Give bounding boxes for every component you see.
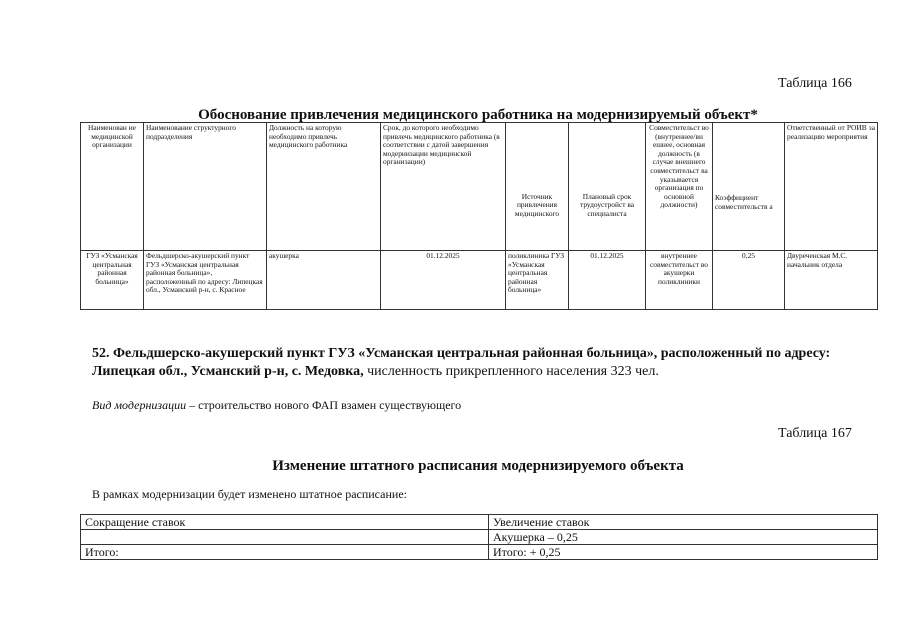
header-planned-date-text: Плановый срок трудоустройст ва специалиста bbox=[580, 191, 634, 218]
cell-source: поликлиника ГУЗ «Усманская центральная районная больница» bbox=[506, 251, 569, 310]
cell-organization: ГУЗ «Усманская центральная районная больница» bbox=[81, 251, 144, 310]
staffing-table bbox=[80, 514, 878, 560]
cell-planned-date: 01.12.2025 bbox=[569, 251, 646, 310]
header-planned-date bbox=[569, 123, 646, 251]
table-166-number: Таблица 166 bbox=[778, 76, 852, 91]
header-combination: Совместительст во (внутреннее/вн ешнее, основная должность (в случае внешнего совместительст ва указывается организация по основной должности) bbox=[646, 123, 713, 251]
header-organization: Наименован ие медицинской организации bbox=[81, 123, 144, 251]
cell-combination: внутреннее совместительст во акушерки поликлиники bbox=[646, 251, 713, 310]
section-52-heading bbox=[92, 345, 862, 381]
section-52-heading-bold: 52. Фельдшерско-акушерский пункт ГУЗ «Усманская центральная районная больница», расположенный по адресу: Липецкая обл., Усманский р-н, с. Медовка, bbox=[92, 346, 831, 379]
section-52-heading-rest: численность прикрепленного населения 323 чел. bbox=[363, 364, 659, 379]
table-167-number: Таблица 167 bbox=[778, 426, 852, 441]
header-deadline: Срок, до которого необходимо привлечь медицинского работника (в соответствии с датой завершения модернизации медицинской организации) bbox=[381, 123, 506, 251]
cell-responsible: Двуреченская М.С. начальник отдела bbox=[785, 251, 878, 310]
staffing-total-row bbox=[81, 545, 878, 560]
table-166-title: Обоснование привлечения медицинского работника на модернизируемый объект* bbox=[198, 107, 758, 123]
table-header-row bbox=[81, 123, 878, 251]
modernization-type-label: Вид модернизации bbox=[92, 398, 187, 412]
cell-department: Фельдшерско-акушерский пункт ГУЗ «Усманская центральная районная больница», расположенный по адресу: Липецкая обл., Усманский р-н, с. Красное bbox=[144, 251, 267, 310]
staffing-intro: В рамках модернизации будет изменено штатное расписание: bbox=[92, 487, 407, 501]
cell-coefficient: 0,25 bbox=[713, 251, 785, 310]
cell-position: акушерка bbox=[267, 251, 381, 310]
table-row bbox=[81, 251, 878, 310]
table-row bbox=[81, 530, 878, 545]
table-167-title: Изменение штатного расписания модернизируемого объекта bbox=[272, 458, 684, 474]
header-source-text: Источник привлечения медицинского bbox=[514, 191, 560, 218]
header-coefficient bbox=[713, 123, 785, 251]
justification-table bbox=[80, 122, 878, 310]
cell-reduce bbox=[81, 530, 489, 545]
cell-deadline: 01.12.2025 bbox=[381, 251, 506, 310]
header-reduce: Сокращение ставок bbox=[81, 515, 489, 530]
staffing-header-row bbox=[81, 515, 878, 530]
header-source bbox=[506, 123, 569, 251]
total-increase: Итого: + 0,25 bbox=[489, 545, 878, 560]
header-increase: Увеличение ставок bbox=[489, 515, 878, 530]
modernization-type-line bbox=[92, 398, 461, 413]
header-coefficient-text: Коэффициент совместительств а bbox=[715, 192, 773, 211]
header-responsible: Ответственный от РОИВ за реализацию мероприятия bbox=[785, 123, 878, 251]
total-reduce: Итого: bbox=[81, 545, 489, 560]
modernization-type-value: – строительство нового ФАП взамен существующего bbox=[186, 398, 462, 412]
header-position: Должность на которую необходимо привлечь медицинского работника bbox=[267, 123, 381, 251]
cell-increase: Акушерка – 0,25 bbox=[489, 530, 878, 545]
header-department: Наименование структурного подразделения bbox=[144, 123, 267, 251]
